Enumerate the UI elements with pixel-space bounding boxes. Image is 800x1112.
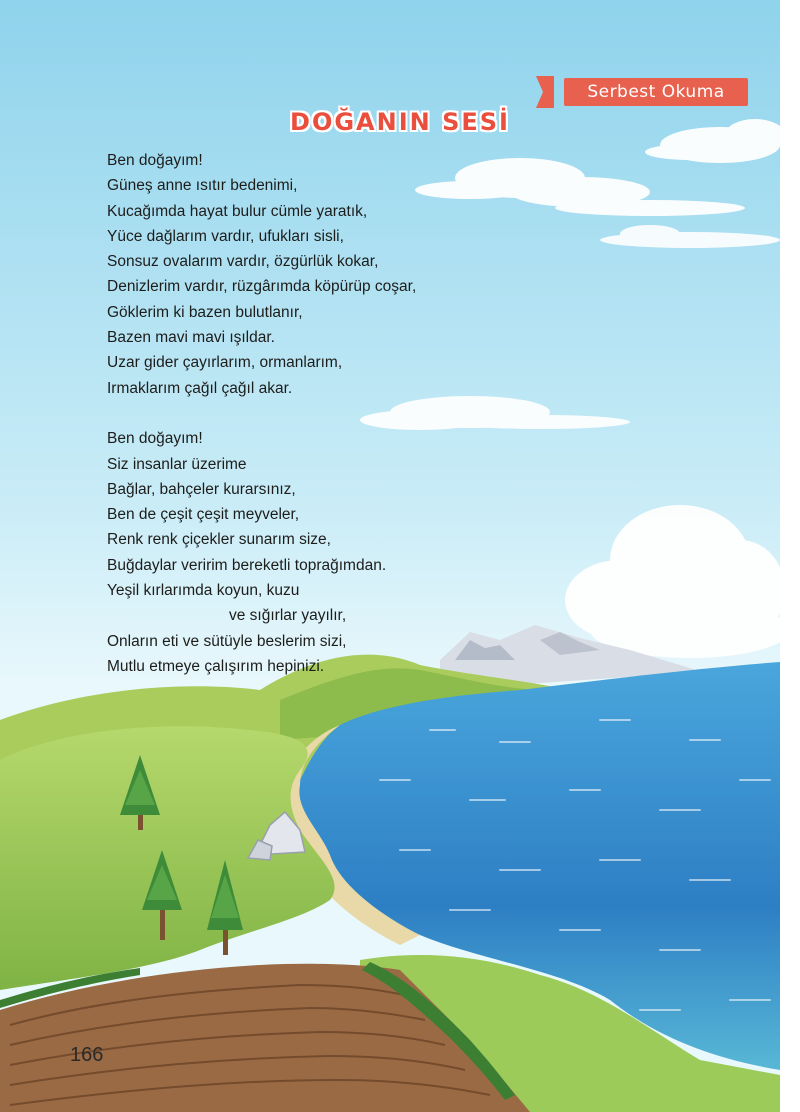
stanza-2 <box>107 426 487 679</box>
poem-body <box>107 148 487 679</box>
poem-line: Denizlerim vardır, rüzgârımda köpürüp coşar, <box>107 278 417 296</box>
stanza-1 <box>107 148 487 401</box>
poem-line: Ben de çeşit çeşit meyveler, <box>107 506 300 524</box>
poem-title: DOĞANIN SESİ <box>290 108 510 136</box>
poem-line: Ben doğayım! <box>107 430 203 448</box>
poem-line: Onların eti ve sütüyle beslerim sizi, <box>107 632 347 650</box>
poem-line: Buğdaylar veririm bereketli toprağımdan. <box>107 556 387 574</box>
poem-line: Güneş anne ısıtır bedenimi, <box>107 177 298 195</box>
poem-line: Yüce dağlarım vardır, ufukları sisli, <box>107 227 344 245</box>
poem-line: Irmaklarım çağıl çağıl akar. <box>107 379 293 397</box>
poem-line: Bazen mavi mavi ışıldar. <box>107 329 275 347</box>
poem-line: Göklerim ki bazen bulutlanır, <box>107 303 303 321</box>
poem-line: Sonsuz ovalarım vardır, özgürlük kokar, <box>107 253 379 271</box>
poem-line: Kucağımda hayat bulur cümle yaratık, <box>107 202 368 220</box>
poem-line-indented: ve sığırlar yayılır, <box>229 607 347 625</box>
poem-line: Bağlar, bahçeler kurarsınız, <box>107 480 296 498</box>
poem-line: Yeşil kırlarımda koyun, kuzu <box>107 582 300 600</box>
poem-line: Mutlu etmeye çalışırım hepinizi. <box>107 657 325 675</box>
section-tag-label: Serbest Okuma <box>564 78 748 106</box>
poem-line: Ben doğayım! <box>107 152 203 169</box>
poem-line: Renk renk çiçekler sunarım size, <box>107 531 331 549</box>
poem-line: Siz insanlar üzerime <box>107 455 247 473</box>
tag-flap-icon <box>536 76 554 108</box>
page-number: 166 <box>70 1044 104 1066</box>
poem-line: Uzar gider çayırlarım, ormanlarım, <box>107 354 343 372</box>
stanza-gap <box>107 401 487 426</box>
